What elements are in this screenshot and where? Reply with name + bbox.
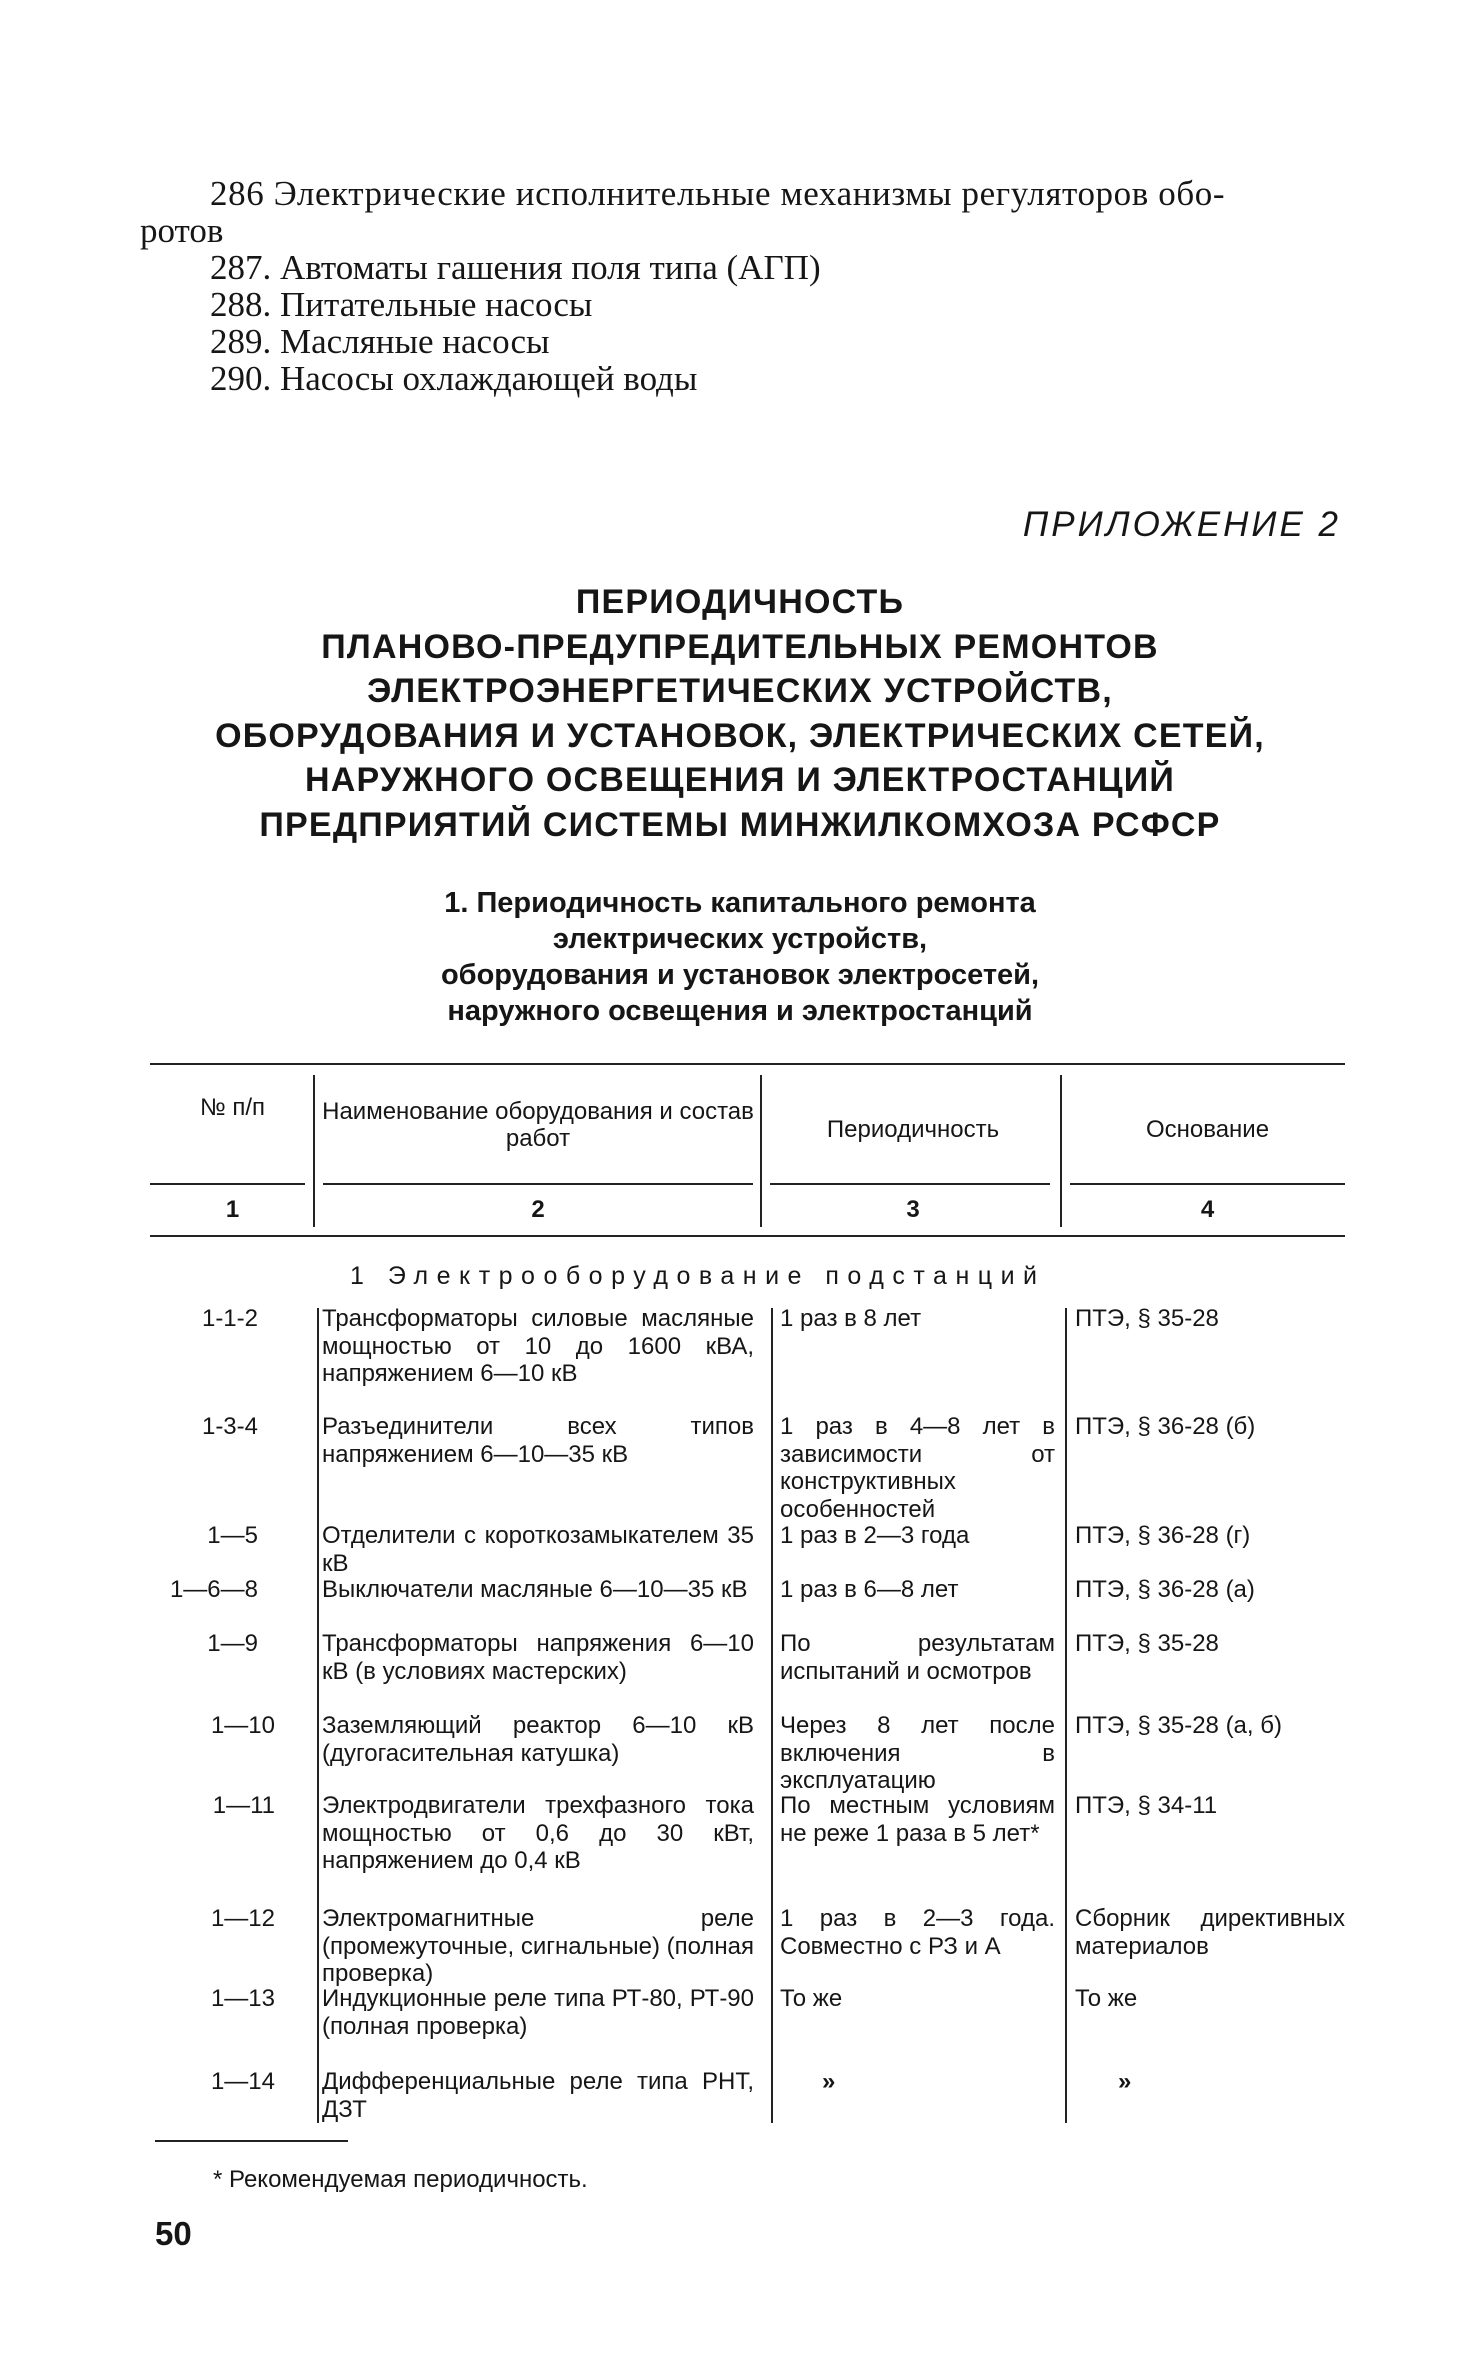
header-basis: Основание — [1145, 1116, 1270, 1143]
column-number: 2 — [531, 1196, 545, 1223]
list-item: 289. Масляные насосы — [210, 322, 550, 361]
column-number: 3 — [906, 1196, 920, 1223]
row-number: 1—9 — [207, 1630, 258, 1657]
table-section-heading: 1 Электрооборудование подстанций — [350, 1262, 1046, 1290]
row-period: 1 раз в 6—8 лет — [780, 1576, 959, 1603]
column-divider — [771, 1308, 773, 2123]
row-period: То же — [780, 1985, 843, 2012]
row-basis: ПТЭ, § 36-28 (г) — [1075, 1522, 1251, 1549]
row-name: Трансформаторы силовые масляные мощностью от 10 до 1600 кВА, напряжением 6—10 кВ — [322, 1305, 754, 1387]
row-period: По местным условиям не реже 1 раза в 5 лет* — [780, 1792, 1055, 1847]
row-name: Индукционные реле типа РТ-80, РТ-90 (полная проверка) — [322, 1985, 754, 2040]
row-basis: То же — [1075, 1985, 1138, 2012]
column-divider — [317, 1308, 319, 2123]
row-number: 1—13 — [210, 1985, 275, 2012]
header-rule — [1070, 1183, 1345, 1185]
equipment-list — [140, 175, 1340, 397]
row-basis: » — [1118, 2068, 1132, 2095]
column-number-rule — [150, 1235, 1345, 1237]
row-name: Дифференциальные реле типа РНТ, ДЗТ — [322, 2068, 754, 2123]
list-item: 286 Электрические исполнительные механизмы регуляторов обо- — [210, 174, 1226, 213]
title-line: ПЛАНОВО-ПРЕДУПРЕДИТЕЛЬНЫХ РЕМОНТОВ — [321, 627, 1159, 666]
row-name: Отделители с короткозамыкателем 35 кВ — [322, 1522, 754, 1577]
title-line: ПРЕДПРИЯТИЙ СИСТЕМЫ МИНЖИЛКОМХОЗА РСФСР — [259, 805, 1221, 844]
table-top-rule — [150, 1063, 1345, 1065]
page-title — [140, 580, 1340, 847]
row-period: 1 раз в 4—8 лет в зависимости от конструктивных особенностей — [780, 1413, 1055, 1523]
row-basis: ПТЭ, § 35-28 (а, б) — [1075, 1712, 1282, 1739]
column-divider — [1060, 1075, 1062, 1227]
header-name: Наименование оборудования и состав работ — [322, 1098, 754, 1152]
row-period: По результатам испытаний и осмотров — [780, 1630, 1055, 1685]
row-number: 1-1-2 — [201, 1305, 258, 1332]
header-rule — [150, 1183, 305, 1185]
row-name: Трансформаторы напряжения 6—10 кВ (в условиях мастерских) — [322, 1630, 754, 1685]
subtitle-line: 1. Периодичность капитального ремонта — [444, 887, 1036, 919]
footnote: * Рекомендуемая периодичность. — [213, 2166, 588, 2193]
title-line: ОБОРУДОВАНИЯ И УСТАНОВОК, ЭЛЕКТРИЧЕСКИХ СЕТЕЙ, — [215, 716, 1265, 755]
row-number: 1—6—8 — [169, 1576, 258, 1603]
header-period: Периодичность — [826, 1116, 1000, 1143]
header-rule — [323, 1183, 753, 1185]
section-title — [140, 885, 1340, 1029]
column-divider — [760, 1075, 762, 1227]
column-divider — [1065, 1308, 1067, 2123]
subtitle-line: оборудования и установок электросетей, — [440, 959, 1040, 991]
header-rule — [770, 1183, 1050, 1185]
title-line: ЭЛЕКТРОЭНЕРГЕТИЧЕСКИХ УСТРОЙСТВ, — [367, 672, 1113, 710]
row-period: Через 8 лет после включения в эксплуатацию — [780, 1712, 1055, 1794]
column-divider — [313, 1075, 315, 1227]
list-item: 288. Питательные насосы — [210, 285, 593, 324]
row-period: 1 раз в 2—3 года. Совместно с РЗ и А — [780, 1905, 1055, 1960]
list-item: 290. Насосы охлаждающей воды — [210, 359, 698, 398]
row-basis: ПТЭ, § 35-28 — [1075, 1305, 1219, 1332]
list-item-continuation: ротов — [140, 211, 224, 250]
header-num: № п/п — [199, 1094, 266, 1121]
row-name: Электродвигатели трехфазного тока мощностью от 0,6 до 30 кВт, напряжением до 0,4 кВ — [322, 1792, 754, 1874]
row-basis: ПТЭ, § 36-28 (а) — [1075, 1576, 1255, 1603]
subtitle-line: электрических устройств, — [552, 923, 928, 955]
row-number: 1—14 — [210, 2068, 275, 2095]
column-number: 4 — [1200, 1196, 1215, 1223]
row-period: 1 раз в 2—3 года — [780, 1522, 970, 1549]
row-name: Электромагнитные реле (промежуточные, сигнальные) (полная проверка) — [322, 1905, 755, 1987]
page-number: 50 — [155, 2215, 192, 2252]
subtitle-line: наружного освещения и электростанций — [447, 995, 1033, 1027]
title-line: НАРУЖНОГО ОСВЕЩЕНИЯ И ЭЛЕКТРОСТАНЦИЙ — [304, 761, 1176, 799]
appendix-label: ПРИЛОЖЕНИЕ 2 — [1022, 505, 1341, 544]
row-number: 1—11 — [212, 1792, 275, 1819]
column-number: 1 — [225, 1196, 240, 1223]
row-number: 1—12 — [210, 1905, 275, 1932]
row-basis: ПТЭ, § 34-11 — [1075, 1792, 1218, 1819]
footnote-rule — [155, 2140, 348, 2142]
row-name: Разъединители всех типов напряжением 6—10—35 кВ — [322, 1413, 754, 1468]
row-basis: ПТЭ, § 36-28 (б) — [1075, 1413, 1256, 1440]
row-basis: Сборник директивных материалов — [1075, 1905, 1345, 1960]
row-number: 1—5 — [207, 1522, 258, 1549]
list-item: 287. Автоматы гашения поля типа (АГП) — [210, 248, 821, 287]
row-name: Заземляющий реактор 6—10 кВ (дугогасительная катушка) — [322, 1712, 754, 1767]
row-number: 1—10 — [210, 1712, 275, 1739]
row-basis: ПТЭ, § 35-28 — [1075, 1630, 1219, 1657]
title-line: ПЕРИОДИЧНОСТЬ — [575, 583, 905, 621]
row-period: » — [822, 2068, 836, 2095]
row-number: 1-3-4 — [201, 1413, 258, 1440]
row-period: 1 раз в 8 лет — [780, 1305, 922, 1332]
row-name: Выключатели масляные 6—10—35 кВ — [322, 1576, 748, 1603]
